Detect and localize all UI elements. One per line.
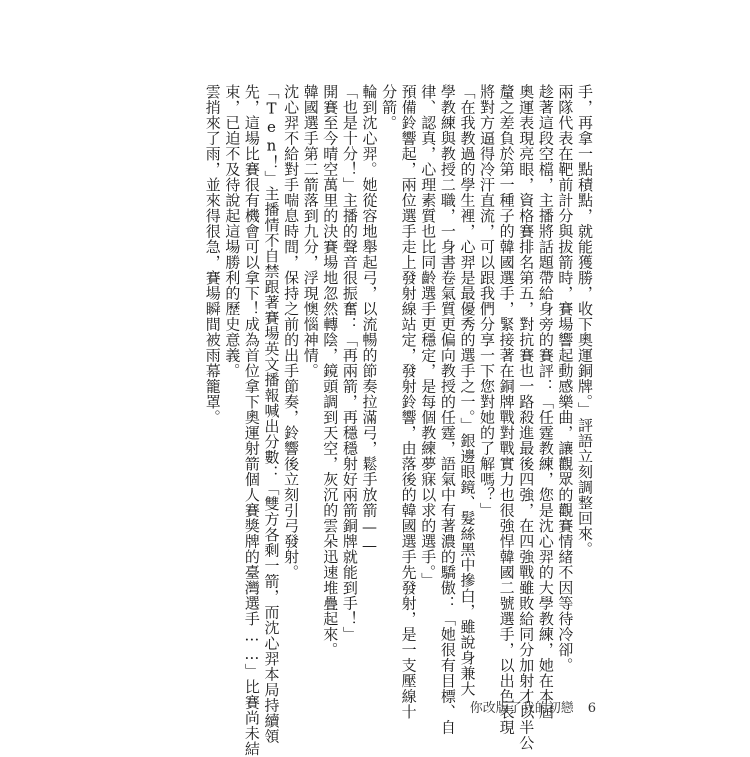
text-line: 「在我教過的學生裡，心羿是最優秀的選手之一。」銀邊眼鏡、髮絲黑中摻白，雖說身兼大 [458, 84, 477, 697]
text-line: 分箭。 [380, 84, 399, 131]
running-title: 你改版了我的初戀 [469, 701, 574, 716]
text-line: 奧運表現亮眼，資格賽排名第五，對抗賽也一路殺進最後四強，在四強戰雖敗給同分加射才以半公 [517, 84, 536, 751]
text-line: 手，再拿一點積點，就能獲勝，收下奧運銅牌。」評語立刻調整回來。 [576, 84, 594, 557]
text-line: 沈心羿不給對手喘息時間，保持之前的出手節奏，鈴響後立刻引弓發射。 [282, 84, 301, 580]
text-line: 趁著這段空檔，主播將話題帶給身旁的賽評：「任霆教練，您是沈心羿的大學教練，她在本屆 [536, 84, 555, 720]
text-line: 先，這場比賽很有機會可以拿下！成為首位拿下奧運射箭個人賽獎牌的臺灣選手……」比賽尚未結 [242, 84, 261, 757]
text-line: 雲捎來了雨，並來得很急，賽場瞬間被雨幕籠罩。 [203, 84, 222, 425]
text-line: 律、認真，心理素質也比同齡選手更穩定，是每個教練夢寐以求的選手。」 [419, 84, 438, 588]
text-line: 束，已迫不及待說起這場勝利的歷史意義。 [223, 84, 242, 379]
text-line: 「也是十分！」主播的聲音很振奮：「再兩箭，再穩穩射好兩箭銅牌就能到手！」 [340, 84, 359, 642]
page-number: 6 [587, 701, 596, 716]
page-footer [470, 697, 596, 716]
text-line: 兩隊代表在靶前計分與拔箭時，賽場響起動感樂曲，讓觀眾的觀賽情緒不因等待冷卻。 [556, 84, 575, 673]
text-line: 釐之差負於第一種子的韓國選手，緊接著在銅牌戰對戰實力也很強悍韓國二號選手，以出色表現 [497, 84, 516, 735]
text-line: 將對方逼得冷汗直流，可以跟我們分享一下您對她的了解嗎？」 [478, 84, 497, 518]
text-line: 韓國選手第二箭落到九分，浮現懊惱神情。 [301, 84, 320, 379]
text-line: 學教練與教授二職，一身書卷氣質更偏向教授的任霆，語氣中有著濃的驕傲：「她很有目標、自 [438, 84, 457, 735]
text-line: 開賽至今晴空萬里的決賽場地忽然轉陰，鏡頭調到天空，灰沉的雲朵迅速堆疊起來。 [321, 84, 340, 658]
text-line: 輪到沈心羿。她從容地舉起弓，以流暢的節奏拉滿弓，鬆手放箭—— [360, 84, 379, 555]
text-line: 「Ten！」主播情不自禁跟著賽場英文播報喊出分數：「雙方各剩一箭，而沈心羿本局持續領 [262, 84, 281, 744]
text-line: 預備鈴響起，兩位選手走上發射線站定，發射鈴響，由落後的韓國選手先發射，是一支壓線十 [399, 84, 418, 720]
